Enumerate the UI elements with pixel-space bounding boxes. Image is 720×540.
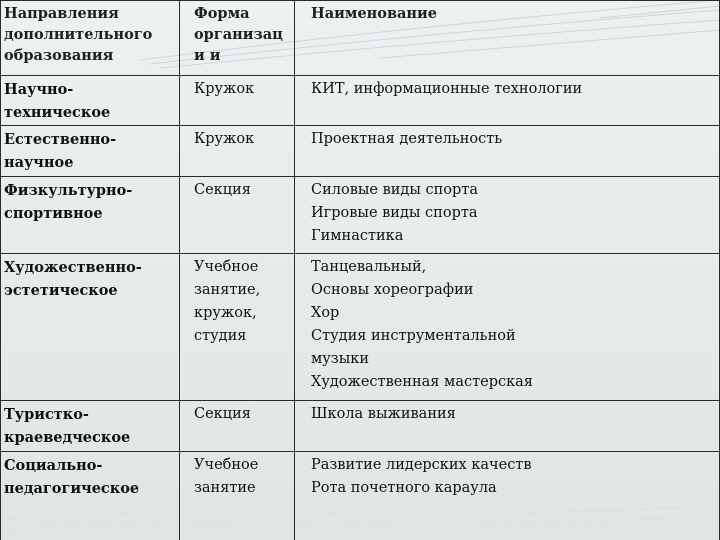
form-cell: Секция [180, 401, 295, 452]
table-row [1, 126, 720, 177]
name-cell: Силовые виды спорта Игровые виды спорта Гимнастика [295, 177, 720, 254]
direction-cell: Туристко- краеведческое [1, 401, 180, 452]
name-cell: Проектная деятельность [295, 126, 720, 177]
form-cell: Секция [180, 177, 295, 254]
form-cell: Кружок [180, 76, 295, 126]
name-cell: КИТ, информационные технологии [295, 76, 720, 126]
form-cell: Учебное занятие [180, 452, 295, 540]
table-row [1, 76, 720, 126]
header-form: Форма организаци и [180, 1, 295, 76]
header-directions: Направления дополнительного образования [1, 1, 180, 76]
name-cell: Танцевальный, Основы хореографии Хор Студия инструментальной музыки Художественная мастерская [295, 254, 720, 401]
direction-cell: Физкультурно- спортивное [1, 177, 180, 254]
table-row [1, 452, 720, 540]
name-cell: Развитие лидерских качеств Рота почетного караула [295, 452, 720, 540]
name-cell: Школа выживания [295, 401, 720, 452]
table-row [1, 254, 720, 401]
table-header-row [1, 1, 720, 76]
form-cell: Кружок [180, 126, 295, 177]
direction-cell: Художественно- эстетическое [1, 254, 180, 401]
direction-cell: Научно- техническое [1, 76, 180, 126]
form-cell: Учебное занятие, кружок, студия [180, 254, 295, 401]
table-row [1, 177, 720, 254]
table-row [1, 401, 720, 452]
header-name: Наименование [295, 1, 720, 76]
direction-cell: Естественно- научное [1, 126, 180, 177]
direction-cell: Социально- педагогическое [1, 452, 180, 540]
